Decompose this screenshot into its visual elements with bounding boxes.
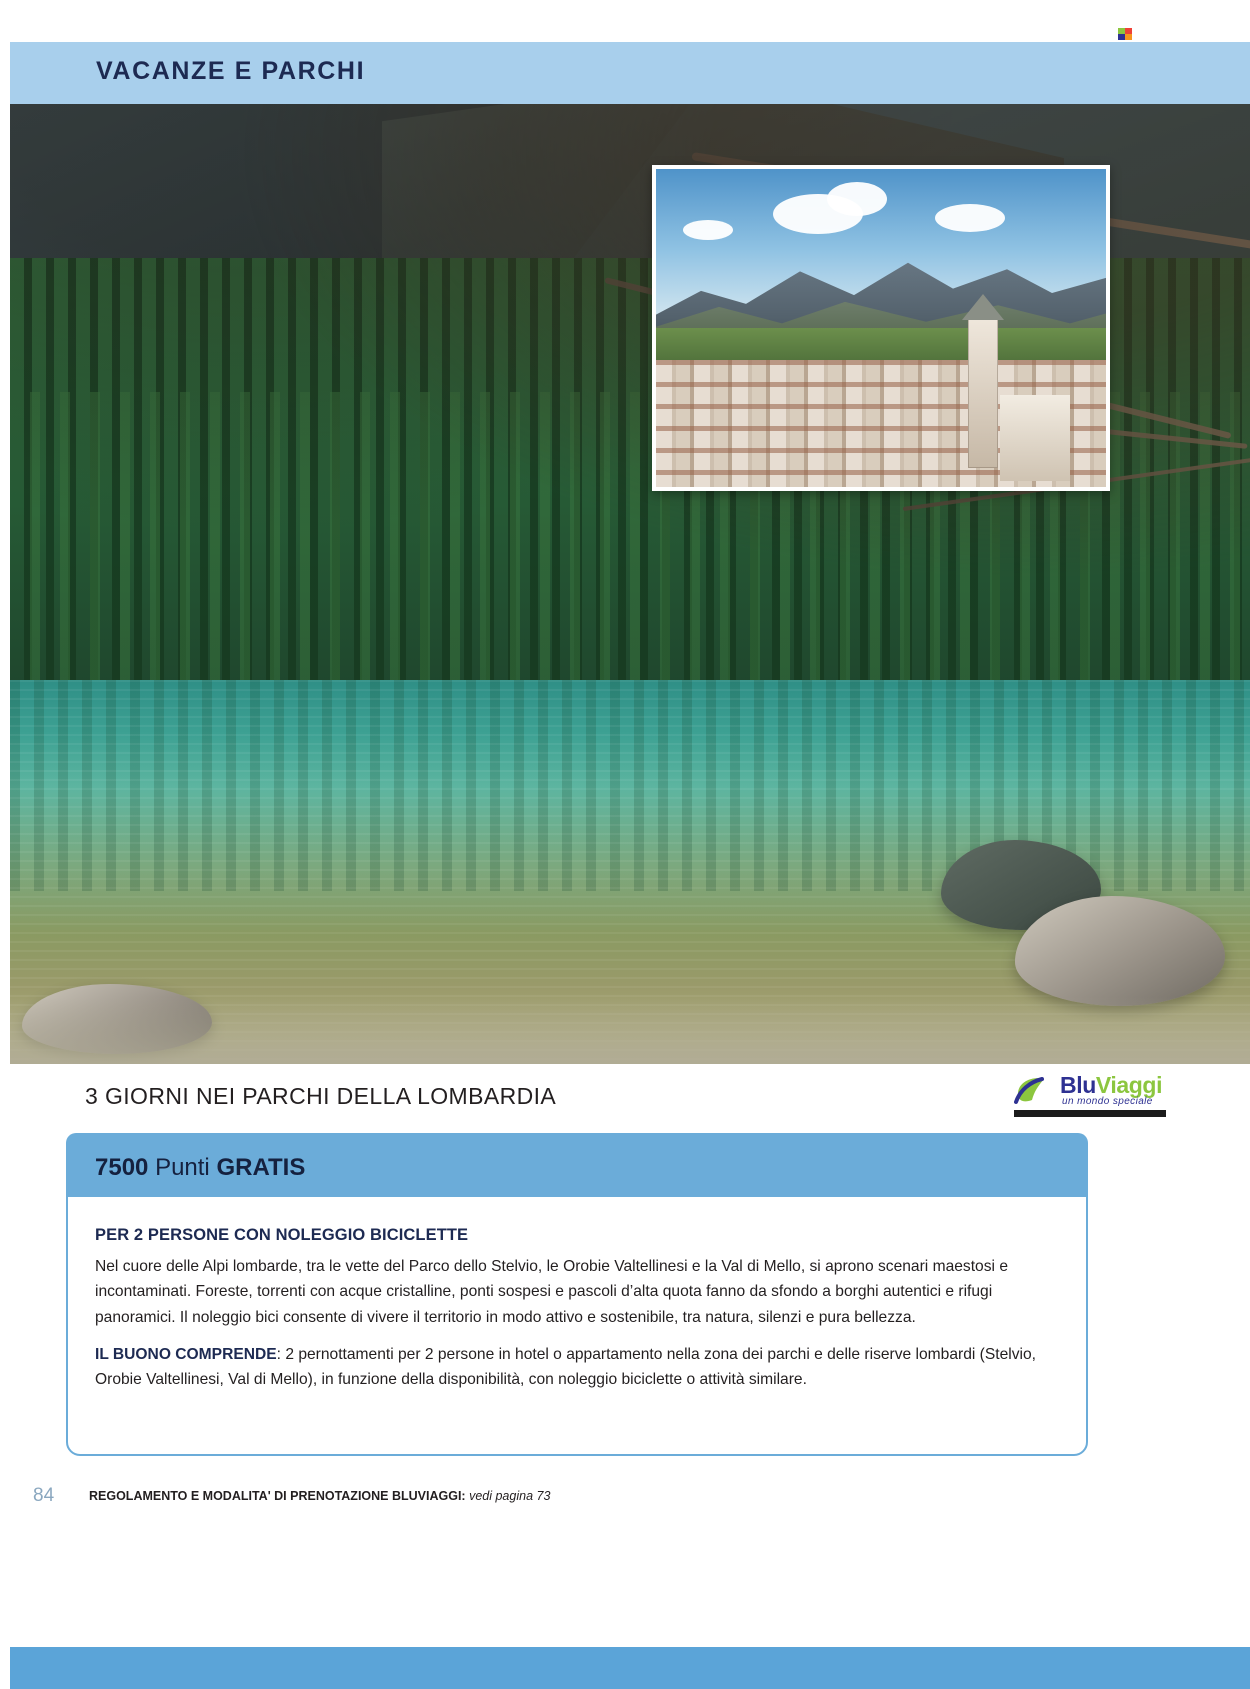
page-gutter [0,0,10,1689]
offer-title: 3 GIORNI NEI PARCHI DELLA LOMBARDIA [85,1083,557,1109]
page-number: 84 [33,1485,55,1506]
color-registration-mark-icon [1118,28,1132,41]
footer-note-bold: REGOLAMENTO E MODALITA' DI PRENOTAZIONE BLUVIAGGI: [89,1489,466,1503]
points-label [95,1154,305,1182]
leaf-logo-icon [1014,1074,1056,1108]
offer-body [95,1254,1050,1392]
brand-logo [1010,1070,1170,1120]
brand-tagline: un mondo speciale [1062,1096,1153,1107]
offer-includes-text: : 2 pernottamenti per 2 persone in hotel o appartamento nella zona dei parchi e delle riserve lombardi (Stelvio, Orobie Valtellinesi, Val di Mello), in funzione della disponibilità, con noleggio biciclette o attività similare. [95,1345,1036,1388]
points-number: 7500 [95,1154,149,1181]
offer-subtitle: PER 2 PERSONE CON NOLEGGIO BICICLETTE [95,1226,469,1244]
points-word: Punti [155,1154,210,1181]
footer-note [89,1489,550,1503]
footer-note-italic: vedi pagina 73 [469,1489,551,1503]
page-title: VACANZE E PARCHI [96,57,366,85]
offer-includes-label: IL BUONO COMPRENDE [95,1345,277,1363]
bottom-band [0,1647,1250,1689]
offer-description: Nel cuore delle Alpi lombarde, tra le vette del Parco dello Stelvio, le Orobie Valtellinesi e la Val di Mello, si aprono scenari maestosi e incontaminati. Foreste, torrenti con acque cristalline, ponti sospesi e pascoli d’alta quota fanno da sfondo a borghi autentici e rifugi panoramici. Il noleggio bici consente di vivere il territorio in modo attivo e sostenibile, tra natura, silenzi e pura bellezza. [95,1258,1008,1326]
brand-name: BluViaggi [1060,1072,1163,1098]
logo-bar [1014,1110,1166,1117]
inset-image [652,165,1110,491]
offer-includes [95,1342,1050,1393]
points-free: GRATIS [216,1154,306,1181]
offer-card-content [95,1226,1050,1404]
